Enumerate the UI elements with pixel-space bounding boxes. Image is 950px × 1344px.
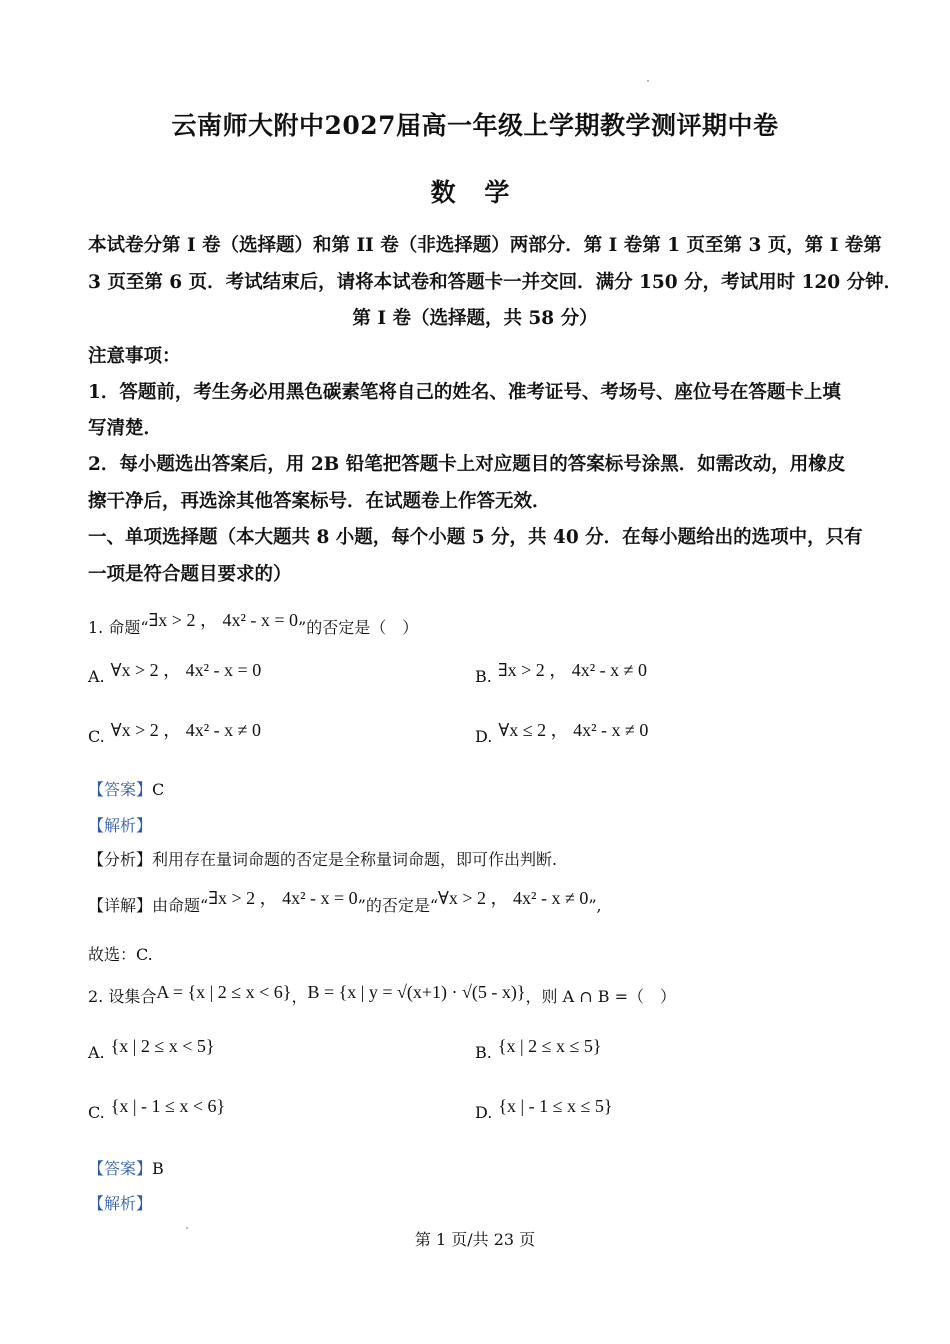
option-label: B. [475, 667, 492, 686]
part1-heading: 第 I 卷（选择题，共 58 分） [352, 308, 598, 329]
q1-detail [88, 884, 602, 915]
scan-speck [186, 1227, 188, 1229]
notice-item-2a: 2．每小题选出答案后，用 2B 铅笔把答题卡上对应题目的答案标号涂黑．如需改动，用橡皮 [88, 454, 846, 475]
q1-stem [88, 606, 419, 637]
answer-tag: 【答案】 [88, 780, 153, 799]
q1-option-d [475, 716, 649, 746]
detail-mid: ”的否定是“ [357, 896, 439, 915]
option-label: A. [88, 1043, 105, 1062]
detail-prefix: 由命题“ [152, 896, 209, 915]
intro-line-2: 3 页至第 6 页．考试结束后，请将本试卷和答题卡一并交回．满分 150 分，考试用时 120 分钟． [88, 272, 903, 293]
page-title: 云南师大附中2027届高一年级上学期教学测评期中卷 [171, 111, 779, 140]
option-text: {x | 2 ≤ x ≤ 5} [497, 1036, 602, 1056]
q2-option-a [88, 1036, 215, 1062]
q1-conclusion: 故选：C. [88, 945, 153, 964]
notice-item-1a: 1．答题前，考生务必用黑色碳素笔将自己的姓名、准考证号、考场号、座位号在答题卡上填 [88, 382, 841, 403]
answer-tag: 【答案】 [88, 1159, 153, 1178]
intro-line-1: 本试卷分第 I 卷（选择题）和第 II 卷（非选择题）两部分．第 I 卷第 1 页至第 3 页，第 I 卷第 [88, 235, 882, 256]
option-text: {x | 2 ≤ x < 5} [110, 1036, 215, 1056]
option-text: {x | - 1 ≤ x < 6} [110, 1096, 226, 1116]
q2-analysis [88, 1191, 152, 1214]
fenxi-text: 利用存在量词命题的否定是全称量词命题，即可作出判断. [152, 850, 558, 869]
detail-math-1: ∃x > 2 ， 4x² - x = 0 [208, 888, 358, 908]
notice-item-2b: 擦干净后，再选涂其他答案标号．在试题卷上作答无效． [88, 491, 551, 512]
option-text: {x | - 1 ≤ x ≤ 5} [498, 1096, 613, 1116]
q2-answer [88, 1156, 164, 1179]
answer-value: C [152, 780, 165, 799]
detail-math-2: ∀x > 2 ， 4x² - x ≠ 0 [438, 888, 589, 908]
scan-speck [647, 80, 649, 82]
detail-suffix: ”, [588, 896, 602, 915]
q1-stem-prefix: 1. 命题“ [88, 618, 149, 637]
fenxi-tag: 【分析】 [88, 850, 153, 869]
q1-option-b [475, 656, 648, 686]
q2-option-d [475, 1096, 613, 1122]
q2-option-c [88, 1096, 226, 1122]
q2-set-b: B = {x | y = √(x+1) · √(5 - x)} [307, 982, 526, 1002]
section1-heading-b: 一项是符合题目要求的） [88, 564, 292, 585]
section1-heading-a: 一、单项选择题（本大题共 8 小题，每个小题 5 分，共 40 分．在每小题给出的选项中，只有 [88, 527, 863, 548]
q2-stem-prefix: 2. 设集合 [88, 987, 157, 1006]
detail-tag: 【详解】 [88, 896, 153, 915]
notice-item-1b: 写清楚． [88, 418, 163, 439]
option-label: C. [88, 1103, 105, 1122]
q2-stem-suffix: ，则 A ∩ B =（ ） [525, 987, 677, 1006]
analysis-tag: 【解析】 [88, 816, 153, 835]
option-text: ∀x ≤ 2 ， 4x² - x ≠ 0 [498, 720, 649, 740]
option-text: ∀x > 2 ， 4x² - x ≠ 0 [110, 720, 262, 740]
q2-option-b [475, 1036, 602, 1062]
q2-set-a: A = {x | 2 ≤ x < 6} [156, 982, 292, 1002]
q1-stem-math: ∃x > 2 ， 4x² - x = 0 [148, 610, 299, 630]
option-label: A. [88, 667, 105, 686]
option-label: C. [88, 727, 105, 746]
option-label: D. [475, 1103, 493, 1122]
option-text: ∀x > 2 ， 4x² - x = 0 [110, 660, 262, 680]
q1-analysis [88, 813, 152, 836]
option-label: B. [475, 1043, 492, 1062]
subject-title: 数 学 [430, 178, 520, 207]
q1-option-a [88, 656, 262, 686]
option-text: ∃x > 2 ， 4x² - x ≠ 0 [497, 660, 648, 680]
notice-heading: 注意事项： [88, 346, 181, 367]
analysis-tag: 【解析】 [88, 1194, 153, 1213]
q1-option-c [88, 716, 262, 746]
q2-stem: 2. 设集合A = {x | 2 ≤ x < 6}，B = {x | y = √(x+1) · √(5 - x)}，则 A ∩ B =（ ） [88, 982, 677, 1006]
option-label: D. [475, 727, 493, 746]
answer-value: B [152, 1159, 164, 1178]
q1-fenxi [88, 847, 557, 870]
q1-answer [88, 777, 164, 800]
page-footer: 第 1 页/共 23 页 [414, 1230, 536, 1249]
q1-stem-suffix: ”的否定是（ ） [298, 618, 419, 637]
